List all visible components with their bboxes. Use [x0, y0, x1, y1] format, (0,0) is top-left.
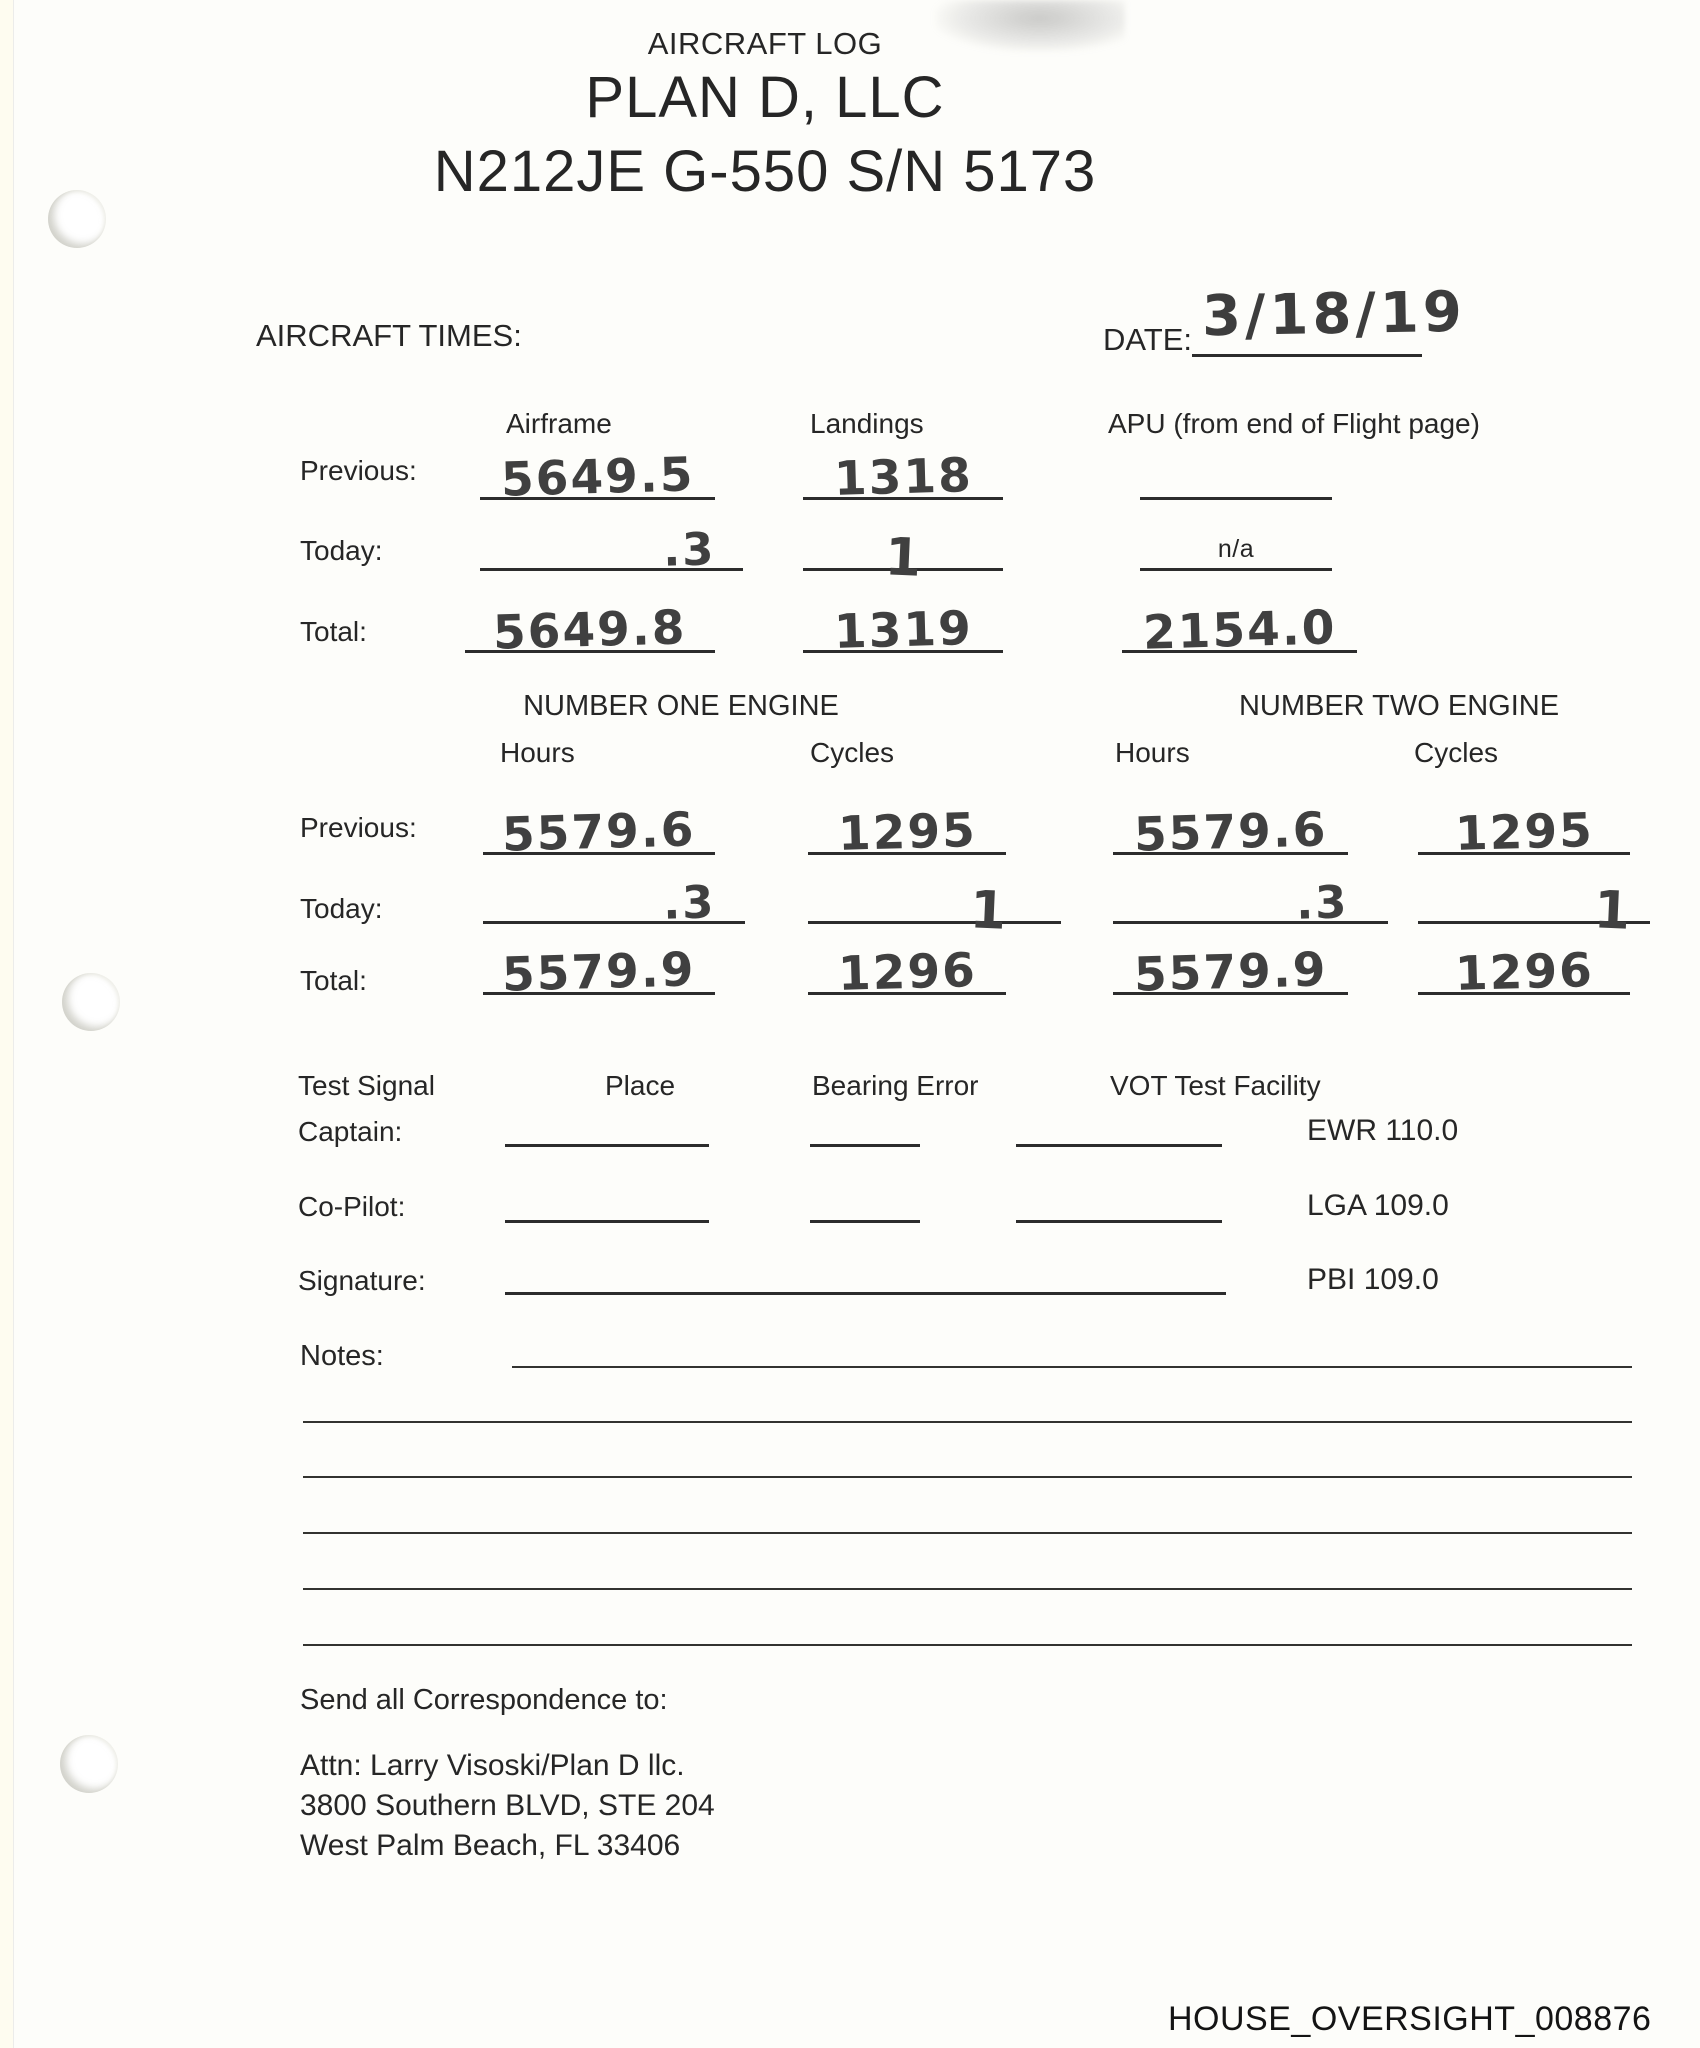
facility-ewr: EWR 110.0	[1307, 1114, 1459, 1147]
notes-line-3	[303, 1476, 1632, 1478]
engine-total-label: Total:	[300, 965, 367, 996]
scan-edge-line	[13, 0, 14, 2048]
col-header-apu: APU (from end of Flight page)	[1108, 408, 1480, 439]
correspondence-city: West Palm Beach, FL 33406	[300, 1829, 681, 1862]
times-today-apu-value: n/a	[1217, 535, 1255, 563]
signature-label: Signature:	[298, 1265, 426, 1296]
captain-place-line	[505, 1144, 709, 1147]
engine1-previous-cycles-value: 1295	[836, 803, 978, 862]
times-total-landings-field	[803, 586, 1003, 660]
date-label: DATE:	[1103, 322, 1192, 357]
engine-two-cycles-header: Cycles	[1414, 737, 1499, 768]
col-header-test-signal: Test Signal	[298, 1070, 435, 1101]
notes-line-6	[303, 1644, 1632, 1646]
engine1-previous-hours-value: 5579.6	[501, 802, 697, 863]
co-pilot-label: Co-Pilot:	[298, 1191, 406, 1222]
date-underline	[1192, 354, 1422, 357]
engine1-today-cycles-field	[808, 859, 1061, 942]
facility-lga: LGA 109.0	[1307, 1189, 1449, 1222]
engine1-today-cycles-value: 1	[968, 880, 1008, 942]
engine2-previous-cycles-value: 1295	[1453, 803, 1595, 862]
engine-previous-label: Previous:	[300, 812, 417, 843]
times-previous-airframe-value: 5649.5	[500, 447, 695, 508]
col-header-airframe: Airframe	[506, 408, 612, 439]
engine2-today-cycles-field	[1418, 859, 1650, 942]
bates-number: HOUSE_OVERSIGHT_008876	[1168, 2000, 1652, 2038]
engine2-today-cycles-value: 1	[1592, 880, 1632, 942]
times-previous-airframe-field	[480, 433, 715, 508]
engine1-previous-hours-field	[483, 790, 715, 863]
correspondence-attn: Attn: Larry Visoski/Plan D llc.	[300, 1749, 685, 1782]
engine-one-title: NUMBER ONE ENGINE	[523, 690, 839, 722]
engine2-total-cycles-field	[1418, 930, 1630, 1002]
col-header-landings: Landings	[810, 408, 924, 439]
engine2-previous-hours-field	[1113, 790, 1348, 863]
times-total-airframe-field	[465, 586, 715, 661]
punch-hole-middle	[62, 973, 120, 1031]
notes-line-1	[512, 1366, 1632, 1368]
times-total-apu-value: 2154.0	[1142, 600, 1337, 661]
engine-two-title: NUMBER TWO ENGINE	[1238, 690, 1560, 722]
times-today-landings-field	[803, 504, 1003, 589]
co-pilot-place-line	[505, 1220, 709, 1223]
engine1-today-hours-value: .3	[661, 875, 716, 930]
captain-label: Captain:	[298, 1116, 403, 1147]
form-title: AIRCRAFT LOG	[647, 26, 883, 61]
engine2-total-cycles-value: 1296	[1453, 943, 1595, 1002]
engine-today-label: Today:	[300, 893, 383, 924]
correspondence-heading: Send all Correspondence to:	[300, 1684, 668, 1716]
times-today-apu-field	[1140, 507, 1332, 571]
engine2-total-hours-field	[1113, 930, 1348, 1003]
company-name: PLAN D, LLC	[585, 65, 945, 130]
engine2-total-hours-value: 5579.9	[1133, 942, 1328, 1003]
engine1-total-hours-field	[483, 930, 715, 1003]
col-header-bearing-error: Bearing Error	[812, 1070, 979, 1101]
correspondence-street: 3800 Southern BLVD, STE 204	[300, 1789, 715, 1822]
notes-line-2	[303, 1421, 1632, 1423]
engine2-previous-hours-value: 5579.6	[1133, 802, 1328, 863]
times-previous-apu-field	[1140, 437, 1332, 500]
engine1-today-hours-field	[483, 859, 745, 930]
notes-line-5	[303, 1588, 1632, 1590]
scan-edge-tint	[0, 0, 14, 2048]
captain-bearing-line	[810, 1144, 920, 1147]
captain-facility-line	[1016, 1144, 1222, 1147]
notes-label: Notes:	[300, 1340, 384, 1372]
engine-one-hours-header: Hours	[500, 737, 575, 768]
col-header-place: Place	[605, 1070, 676, 1101]
aircraft-times-label: AIRCRAFT TIMES:	[256, 318, 522, 353]
times-previous-label: Previous:	[300, 455, 417, 486]
times-total-apu-field	[1122, 586, 1357, 661]
engine2-previous-cycles-field	[1418, 790, 1630, 862]
signature-line	[505, 1292, 1226, 1295]
date-value-handwritten: 3/18/19	[1201, 279, 1467, 350]
engine1-previous-cycles-field	[808, 790, 1006, 862]
punch-hole-bottom	[60, 1735, 118, 1793]
times-previous-landings-field	[803, 433, 1003, 507]
times-total-landings-value: 1319	[832, 601, 974, 660]
times-today-airframe-field	[480, 504, 743, 577]
times-total-label: Total:	[300, 616, 367, 647]
engine-one-cycles-header: Cycles	[810, 737, 895, 768]
engine1-total-hours-value: 5579.9	[501, 942, 697, 1003]
co-pilot-bearing-line	[810, 1220, 920, 1223]
times-today-landings-value: 1	[883, 527, 923, 589]
engine1-total-cycles-value: 1296	[836, 943, 978, 1002]
engine2-today-hours-value: .3	[1294, 875, 1349, 930]
aircraft-id: N212JE G-550 S/N 5173	[433, 139, 1097, 204]
engine-two-hours-header: Hours	[1115, 737, 1190, 768]
engine2-today-hours-field	[1113, 859, 1388, 930]
co-pilot-facility-line	[1016, 1220, 1222, 1223]
facility-pbi: PBI 109.0	[1307, 1263, 1439, 1296]
times-total-airframe-value: 5649.8	[492, 600, 688, 661]
times-previous-landings-value: 1318	[832, 448, 974, 507]
times-today-airframe-value: .3	[661, 522, 716, 577]
times-today-label: Today:	[300, 535, 383, 566]
engine1-total-cycles-field	[808, 930, 1006, 1002]
col-header-vot-facility: VOT Test Facility	[1110, 1070, 1321, 1101]
notes-line-4	[303, 1532, 1632, 1534]
